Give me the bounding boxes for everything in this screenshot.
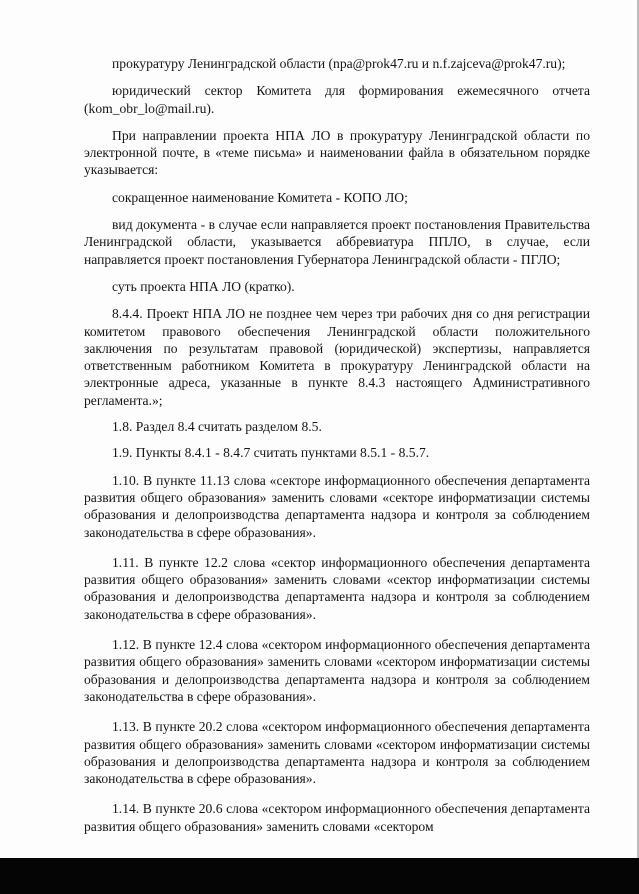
scan-bottom-bar — [0, 858, 639, 894]
document-body — [84, 55, 590, 835]
paragraph-project-summary: суть проекта НПА ЛО (кратко). — [112, 278, 295, 294]
paragraph-document-type: вид документа - в случае если направляется проект постановления Правительства Ленинградской области, указывается аббревиатура ППЛО, в случае, если направляется проект постановления Губернатора Ленинградской области - ПГЛО; — [84, 217, 590, 267]
paragraph-item-1-12: 1.12. В пункте 12.4 слова «сектором информационного обеспечения департамента развития общего образования» заменить словами «сектором информатизации системы образования и делопроизводства департамента надзора и контроля за соблюдением законодательства в сфере образования». — [84, 637, 590, 704]
paragraph-item-1-9: 1.9. Пункты 8.4.1 - 8.4.7 считать пунктами 8.5.1 - 8.5.7. — [112, 445, 430, 461]
paragraph-committee-abbreviation: сокращенное наименование Комитета - КОПО ЛО; — [112, 189, 408, 205]
paragraph-item-1-10: 1.10. В пункте 11.13 слова «секторе информационного обеспечения департамента развития общего образования» заменить словами «секторе информатизации системы образования и делопроизводства департамента надзора и контроля за соблюдением законодательства в сфере образования». — [84, 472, 590, 540]
paragraph-item-1-14: 1.14. В пункте 20.6 слова «сектором информационного обеспечения департамента развития общего образования» заменить словами «сектором — [84, 801, 590, 834]
paragraph-item-1-11: 1.11. В пункте 12.2 слова «сектор информационного обеспечения департамента развития общего образования» заменить словами «сектор информатизации системы образования и делопроизводства департамента надзора и контроля за соблюдением законодательства в сфере образования». — [84, 554, 590, 622]
paragraph-legal-sector-email: юридический сектор Комитета для формирования ежемесячного отчета (kom_obr_lo@mail.ru). — [84, 83, 590, 116]
paragraph-item-1-8: 1.8. Раздел 8.4 считать разделом 8.5. — [112, 419, 322, 435]
paragraph-prosecutor-email: прокуратуру Ленинградской области (npa@prok47.ru и n.f.zajceva@prok47.ru); — [112, 56, 566, 71]
paragraph-item-1-13: 1.13. В пункте 20.2 слова «сектором информационного обеспечения департамента развития общего образования» заменить словами «сектором информатизации системы образования и делопроизводства департамента надзора и контроля за соблюдением законодательства в сфере образования». — [84, 719, 590, 787]
paragraph-email-subject-rules: При направлении проекта НПА ЛО в прокуратуру Ленинградской области по электронной почте, в «теме письма» и наименовании файла в обязательном порядке указывается: — [84, 127, 590, 178]
paragraph-item-8-4-4: 8.4.4. Проект НПА ЛО не позднее чем через три рабочих дня со дня регистрации комитетом правового обеспечения Ленинградской области положительного заключения по результатам правовой (юридической) экспертизы, направляется ответственным работником Комитета в прокуратуру Ленинградской области на электронные адреса, указанные в пункте 8.4.3 настоящего Административного регламента.»; — [84, 306, 590, 408]
